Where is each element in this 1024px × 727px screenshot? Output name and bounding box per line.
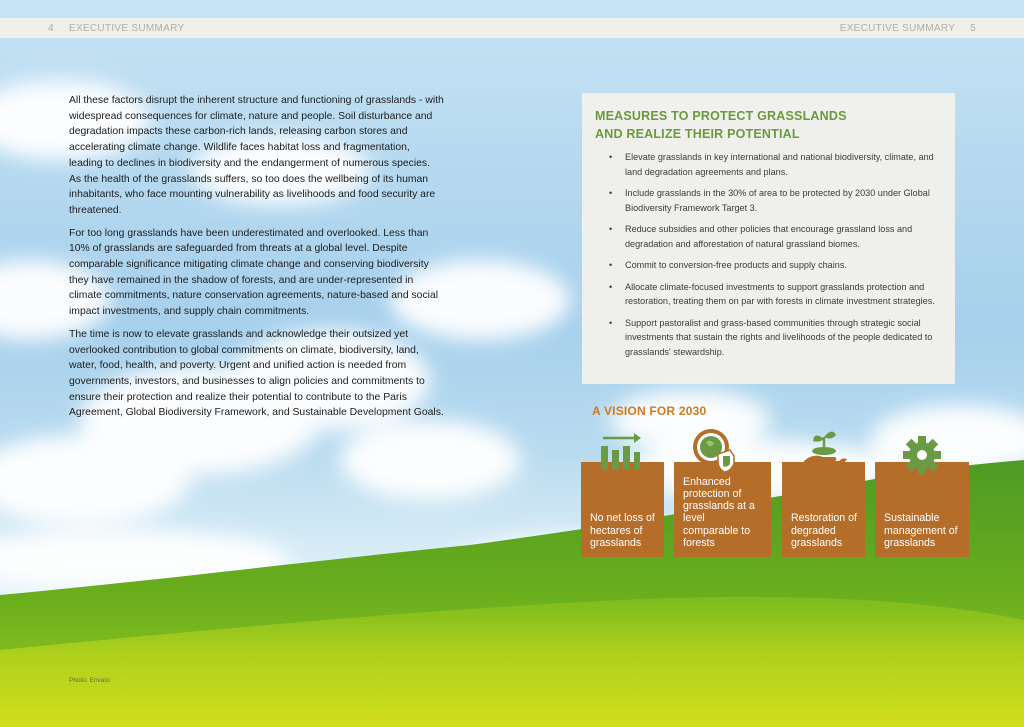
vision-card-enhanced-protection [674,462,771,557]
bullet-icon: • [609,188,613,199]
measures-box [582,93,955,384]
measures-title-line-2: AND REALIZE THEIR POTENTIAL [595,127,800,141]
left-section-title: EXECUTIVE SUMMARY [68,23,185,34]
vision-card-label: Restoration of degraded grasslands [791,512,857,549]
vision-card-sustainable-management [875,462,969,557]
bullet-icon: • [609,317,613,328]
vision-card-restoration [782,462,865,557]
shield-globe-icon [692,428,738,474]
measures-list [595,150,937,360]
left-page-number: 4 [48,23,54,34]
measures-title-line-1: MEASURES TO PROTECT GRASSLANDS [595,109,847,123]
left-page-header [48,23,184,34]
body-paragraph-3: The time is now to elevate grasslands and acknowledge their outsized yet overlooked contribution to global commitments on climate, biodiversity, land, water, food, health, and poverty. Urgent and unified action is needed from governments, investors, and businesses to align policies and commitments to ensure their protection and realize their potential to contribute to the Paris Agreement, Global Biodiversity Framework, and Sustainable Development Goals. [69,328,444,419]
measures-title [595,107,937,143]
body-text [69,93,444,428]
measure-text: Reduce subsidies and other policies that encourage grassland loss and degradation and afforestation of natural grassland biomes. [625,224,913,249]
grassland-arrow-icon [599,432,643,472]
gear-icon [903,436,941,474]
list-item [609,258,937,273]
vision-card-no-net-loss [581,462,664,557]
right-page-number: 5 [970,23,976,34]
list-item [609,280,937,310]
body-paragraph-2: For too long grasslands have been underestimated and overlooked. Less than 10% of grasslands are safeguarded from threats at a global level. Despite comparable significance mitigating climate change and conserving biodiversity they have remained in the shadow of forests, and are under-represented in climate commitments, nature conservation agreements, nature-based and social impact investments, and supply chain commitments. [69,227,439,318]
measure-text: Include grasslands in the 30% of area to be protected by 2030 under Global Biodiversity Framework Target 3. [625,188,930,213]
photo-credit: Photo: Envato [69,677,110,684]
vision-card-label: No net loss of hectares of grasslands [590,512,655,549]
bullet-icon: • [609,260,613,271]
bullet-icon: • [609,281,613,292]
measure-text: Allocate climate-focused investments to support grasslands protection and restoration, treating them on par with forests in climate investment strategies. [625,281,935,307]
page-header-band [0,18,1024,38]
list-item [609,316,937,360]
measure-text: Support pastoralist and grass-based communities through strategic social investments that sustain the rights and livelihoods of the people dedicated to grasslands' stewardship. [625,317,933,358]
list-item [609,222,937,252]
bullet-icon: • [609,224,613,235]
right-section-title: EXECUTIVE SUMMARY [839,23,956,34]
list-item [609,150,937,180]
vision-card-label: Sustainable management of grasslands [884,512,958,549]
bullet-icon: • [609,152,613,162]
vision-card-label: Enhanced protection of grasslands at a level comparable to forests [683,475,755,549]
sprout-hand-icon [801,427,847,471]
body-paragraph-1: All these factors disrupt the inherent structure and functioning of grasslands - with widespread consequences for climate, nature and people. Soil disturbance and degradation impacts these carbon-rich lands, releasing carbon stores and accelerating climate change. Wildlife faces habitat loss and fragmentation, leading to declines in biodiversity and the endangerment of numerous species. As the health of the grasslands suffers, so too does the wellbeing of its human inhabitants, who face mounting vulnerability as livelihoods and food security are threatened. [69,95,444,216]
measure-text: Commit to conversion-free products and supply chains. [625,260,847,271]
right-page-header [840,23,976,34]
measure-text: Elevate grasslands in key international and national biodiversity, climate, and land degradation agreements and plans. [625,152,934,177]
list-item [609,186,937,216]
vision-title: A VISION FOR 2030 [592,404,707,418]
